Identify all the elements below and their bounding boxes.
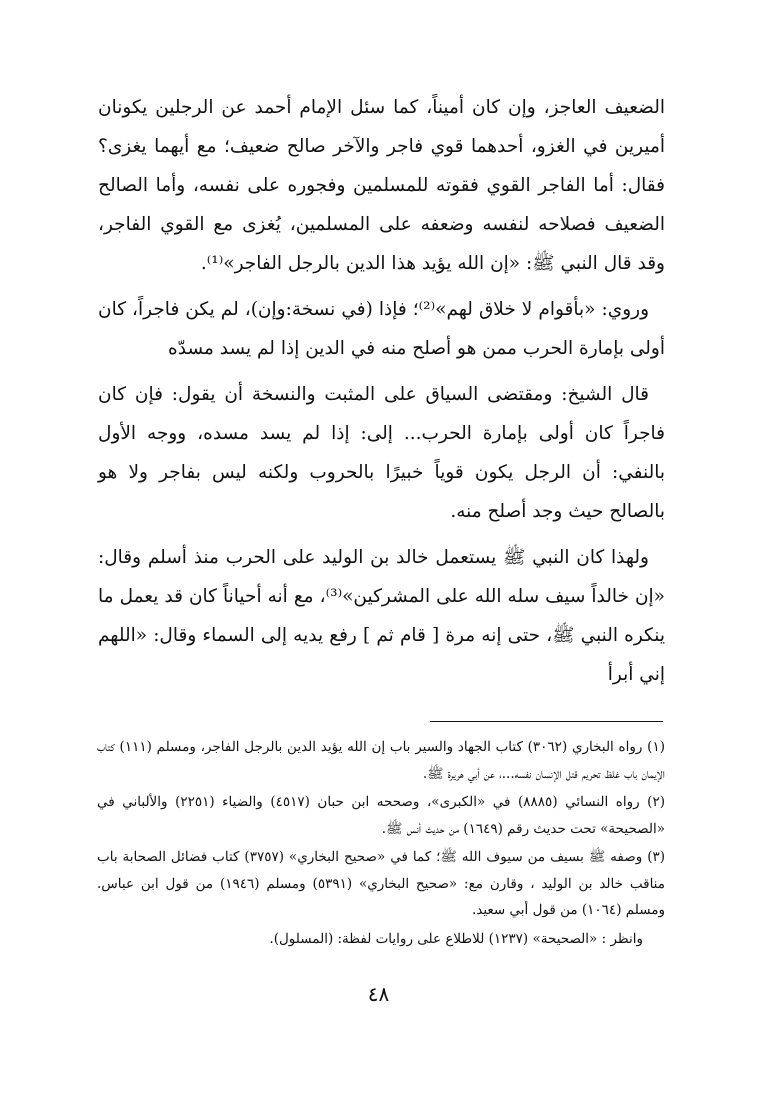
footnote-divider xyxy=(430,721,663,722)
paragraph-1: الضعيف العاجز، وإن كان أميناً، كما سئل الإمام أحمد عن الرجلين يكونان أميرين في الغزو، أحدهما قوي فاجر والآخر صالح ضعيف؛ مع أيهما يغزى؟ فقال: أما الفاجر القوي فقوته للمسلمين وفجوره على نفسه، وأما الصالح الضعيف فصلاحه لنفسه وضعفه على المسلمين، يُغزى مع القوي الفاجر، وقد قال النبي ﷺ: «إن الله يؤيد هذا الدين بالرجل الفاجر»⁽¹⁾. xyxy=(98,97,665,274)
footnote-3: (٣) وصفه ﷺ بسيف من سيوف الله ﷺ؛ كما في «صحيح البخاري» (٣٧٥٧) كتاب فضائل الصحابة باب مناقب خالد بن الوليد ، وقارن مع: «صحيح البخاري» (٥٣٩١) ومسلم (١٩٤٦) من قول ابن عباس. ومسلم (١٠٦٤) من قول أبي سعيد. xyxy=(97,849,666,918)
paragraph-4: ولهذا كان النبي ﷺ يستعمل خالد بن الوليد على الحرب منذ أسلم وقال: «إن خالداً سيف سله الله على المشركين»⁽³⁾، مع أنه أحياناً كان قد يعمل ما ينكره النبي ﷺ، حتى إنه مرة [ قام ثم ] رفع يديه إلى السماء وقال: «اللهم إني أبرأ xyxy=(98,547,665,685)
paragraph-2: وروي: «بأقوام لا خلاق لهم»⁽²⁾؛ فإذا (في نسخة:وإن)، لم يكن فاجراً، كان أولى بإمارة الحرب ممن هو أصلح منه في الدين إذا لم يسد مسدّه xyxy=(98,299,665,359)
footnote-3-continuation xyxy=(97,926,665,953)
footnote-3-see-also: وانظر : «الصحيحة» (١٢٣٧) للاطلاع على روايات لفظة: (المسلول). xyxy=(269,930,643,947)
main-text xyxy=(98,88,665,701)
paragraph-3: قال الشيخ: ومقتضى السياق على المثبت والنسخة أن يقول: فإن كان فاجراً كان أولى بإمارة الحرب... إلى: إذا لم يسد مسده، ووجه الأول بالنفي: أن الرجل يكون قوياً خبيرًا بالحروب ولكنه ليس بفاجر ولا هو بالصالح حيث وجد أصلح منه. xyxy=(98,384,665,522)
footnote-2: (٢) رواه النسائي (٨٨٨٥) في «الكبرى»، وصححه ابن حبان (٤٥١٧) والضياء (٢٢٥١) والألباني في «الصحيحة» تحت حديث رقم (١٦٤٩) من حديث أنس ﷺ. xyxy=(97,794,665,837)
page-number: ٤٨ xyxy=(367,982,390,1006)
footnote-1: (١) رواه البخاري (٣٠٦٢) كتاب الجهاد والسير باب إن الله يؤيد الدين بالرجل الفاجر، ومسلم (١١١) كتاب الإيمان باب غلظ تحريم قتل الإنسان نفسه...، عن أبي هريرة ﷺ. xyxy=(97,739,665,782)
footnotes xyxy=(97,734,665,954)
